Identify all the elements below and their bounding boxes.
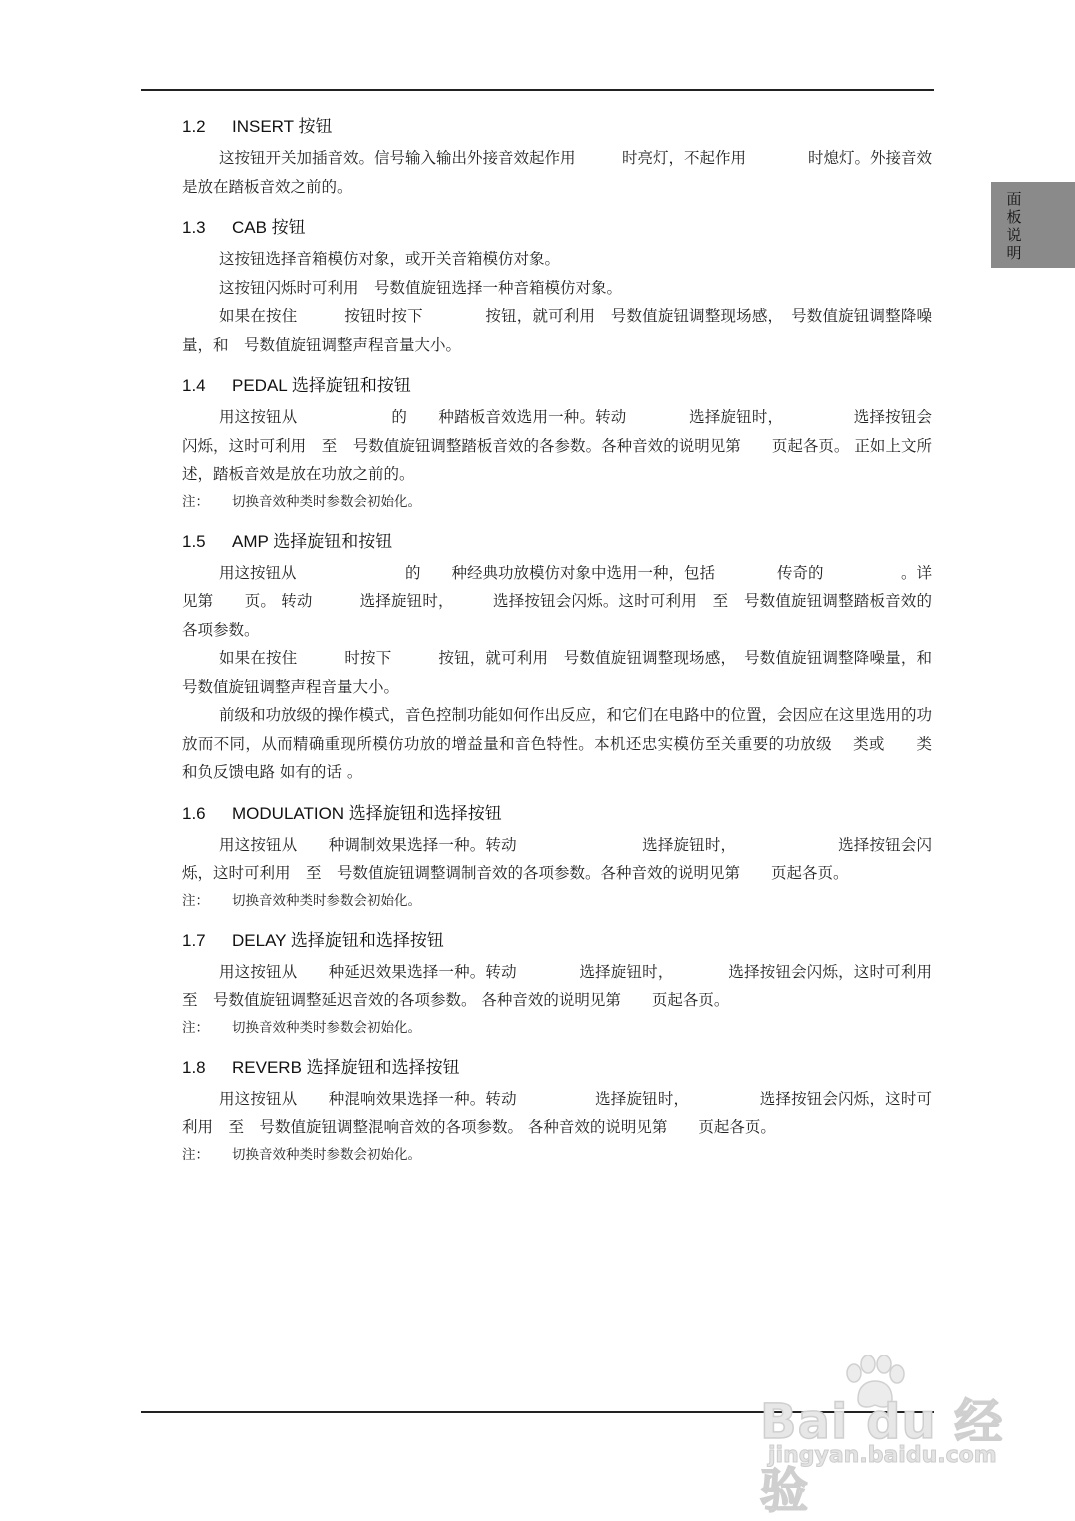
section-1-7 [182,928,948,1041]
section-heading: 1.4 PEDAL 选择旋钮和按钮 [182,376,411,395]
side-tab [991,182,1075,268]
paragraph: 用这按钮从 的 种经典功放模仿对象中选用一种，包括 传奇的 。详见第 页。 转动 选择旋钮时， 选择按钮会闪烁。这时可利用 至 号数值旋钮调整踏板音效的各项参数。 [182,563,933,639]
note: 注： 切换音效种类时参数会初始化。 [182,493,421,510]
header-rule [141,89,934,91]
section-heading: 1.5 AMP 选择旋钮和按钮 [182,531,393,551]
section-heading: 1.3 CAB 按钮 [182,218,306,237]
side-tab-label: 面板说明 [1006,190,1022,262]
watermark-brand: Bai du 经验 [760,1394,1004,1519]
baidu-watermark [760,1355,1020,1519]
section-1-2 [182,114,932,201]
section-1-3 [182,215,932,359]
section-heading: 1.2 INSERT 按钮 [182,117,333,136]
paragraph: 这按钮开关加插音效。信号输入输出外接音效起作用 时亮灯，不起作用 时熄灯。外接音效是放在踏板音效之前的。 [182,149,933,196]
note: 注： 切换音效种类时参数会初始化。 [182,1019,421,1036]
section-heading: 1.6 MODULATION 选择旋钮和选择按钮 [182,803,502,823]
paragraph: 用这按钮从 的 种踏板音效选用一种。转动 选择旋钮时， 选择按钮会闪烁，这时可利用 至 号数值旋钮调整踏板音效的各参数。各种音效的说明见第 页起各页。 正如上文所述，踏板音效是放在功放之前的。 [182,408,932,483]
section-1-4 [182,373,932,515]
section-1-8 [182,1055,932,1168]
watermark-url: jingyan.baidu.com [768,1443,997,1468]
paragraph: 用这按钮从 种延迟效果选择一种。转动 选择旋钮时， 选择按钮会闪烁，这时可利用 至 号数值旋钮调整延迟音效的各项参数。 各种音效的说明见第 页起各页。 [182,962,948,1009]
section-1-5 [182,529,948,787]
paragraph: 如果在按住 时按下 按钮，就可利用 号数值旋钮调整现场感， 号数值旋钮调整降噪量，和 号数值旋钮调整声程音量大小。 [182,649,948,696]
page-content [182,114,948,1182]
paragraph: 前级和功放级的操作模式，音色控制功能如何作出反应，和它们在电路中的位置，会因应在这里选用的功放而不同，从而精确重现所模仿功放的增益量和音色特性。本机还忠实模仿至关重要的功放级 类或 类 和负反馈电路 如有的话 。 [182,706,933,781]
section-heading: 1.7 DELAY 选择旋钮和选择按钮 [182,930,444,950]
paragraph: 用这按钮从 种混响效果选择一种。转动 选择旋钮时， 选择按钮会闪烁，这时可利用 至 号数值旋钮调整混响音效的各项参数。 各种音效的说明见第 页起各页。 [182,1089,932,1136]
section-1-6 [182,801,932,914]
paragraph: 用这按钮从 种调制效果选择一种。转动 选择旋钮时， 选择按钮会闪烁，这时可利用 至 号数值旋钮调整调制音效的各项参数。各种音效的说明见第 页起各页。 [182,835,932,882]
paragraph: 这按钮选择音箱模仿对象，或开关音箱模仿对象。 [219,250,561,268]
note: 注： 切换音效种类时参数会初始化。 [182,892,421,909]
paragraph: 如果在按住 按钮时按下 按钮，就可利用 号数值旋钮调整现场感， 号数值旋钮调整降噪量，和 号数值旋钮调整声程音量大小。 [182,307,932,354]
section-heading: 1.8 REVERB 选择旋钮和选择按钮 [182,1057,460,1077]
note: 注： 切换音效种类时参数会初始化。 [182,1146,421,1163]
paragraph: 这按钮闪烁时可利用 号数值旋钮选择一种音箱模仿对象。 [219,278,623,297]
